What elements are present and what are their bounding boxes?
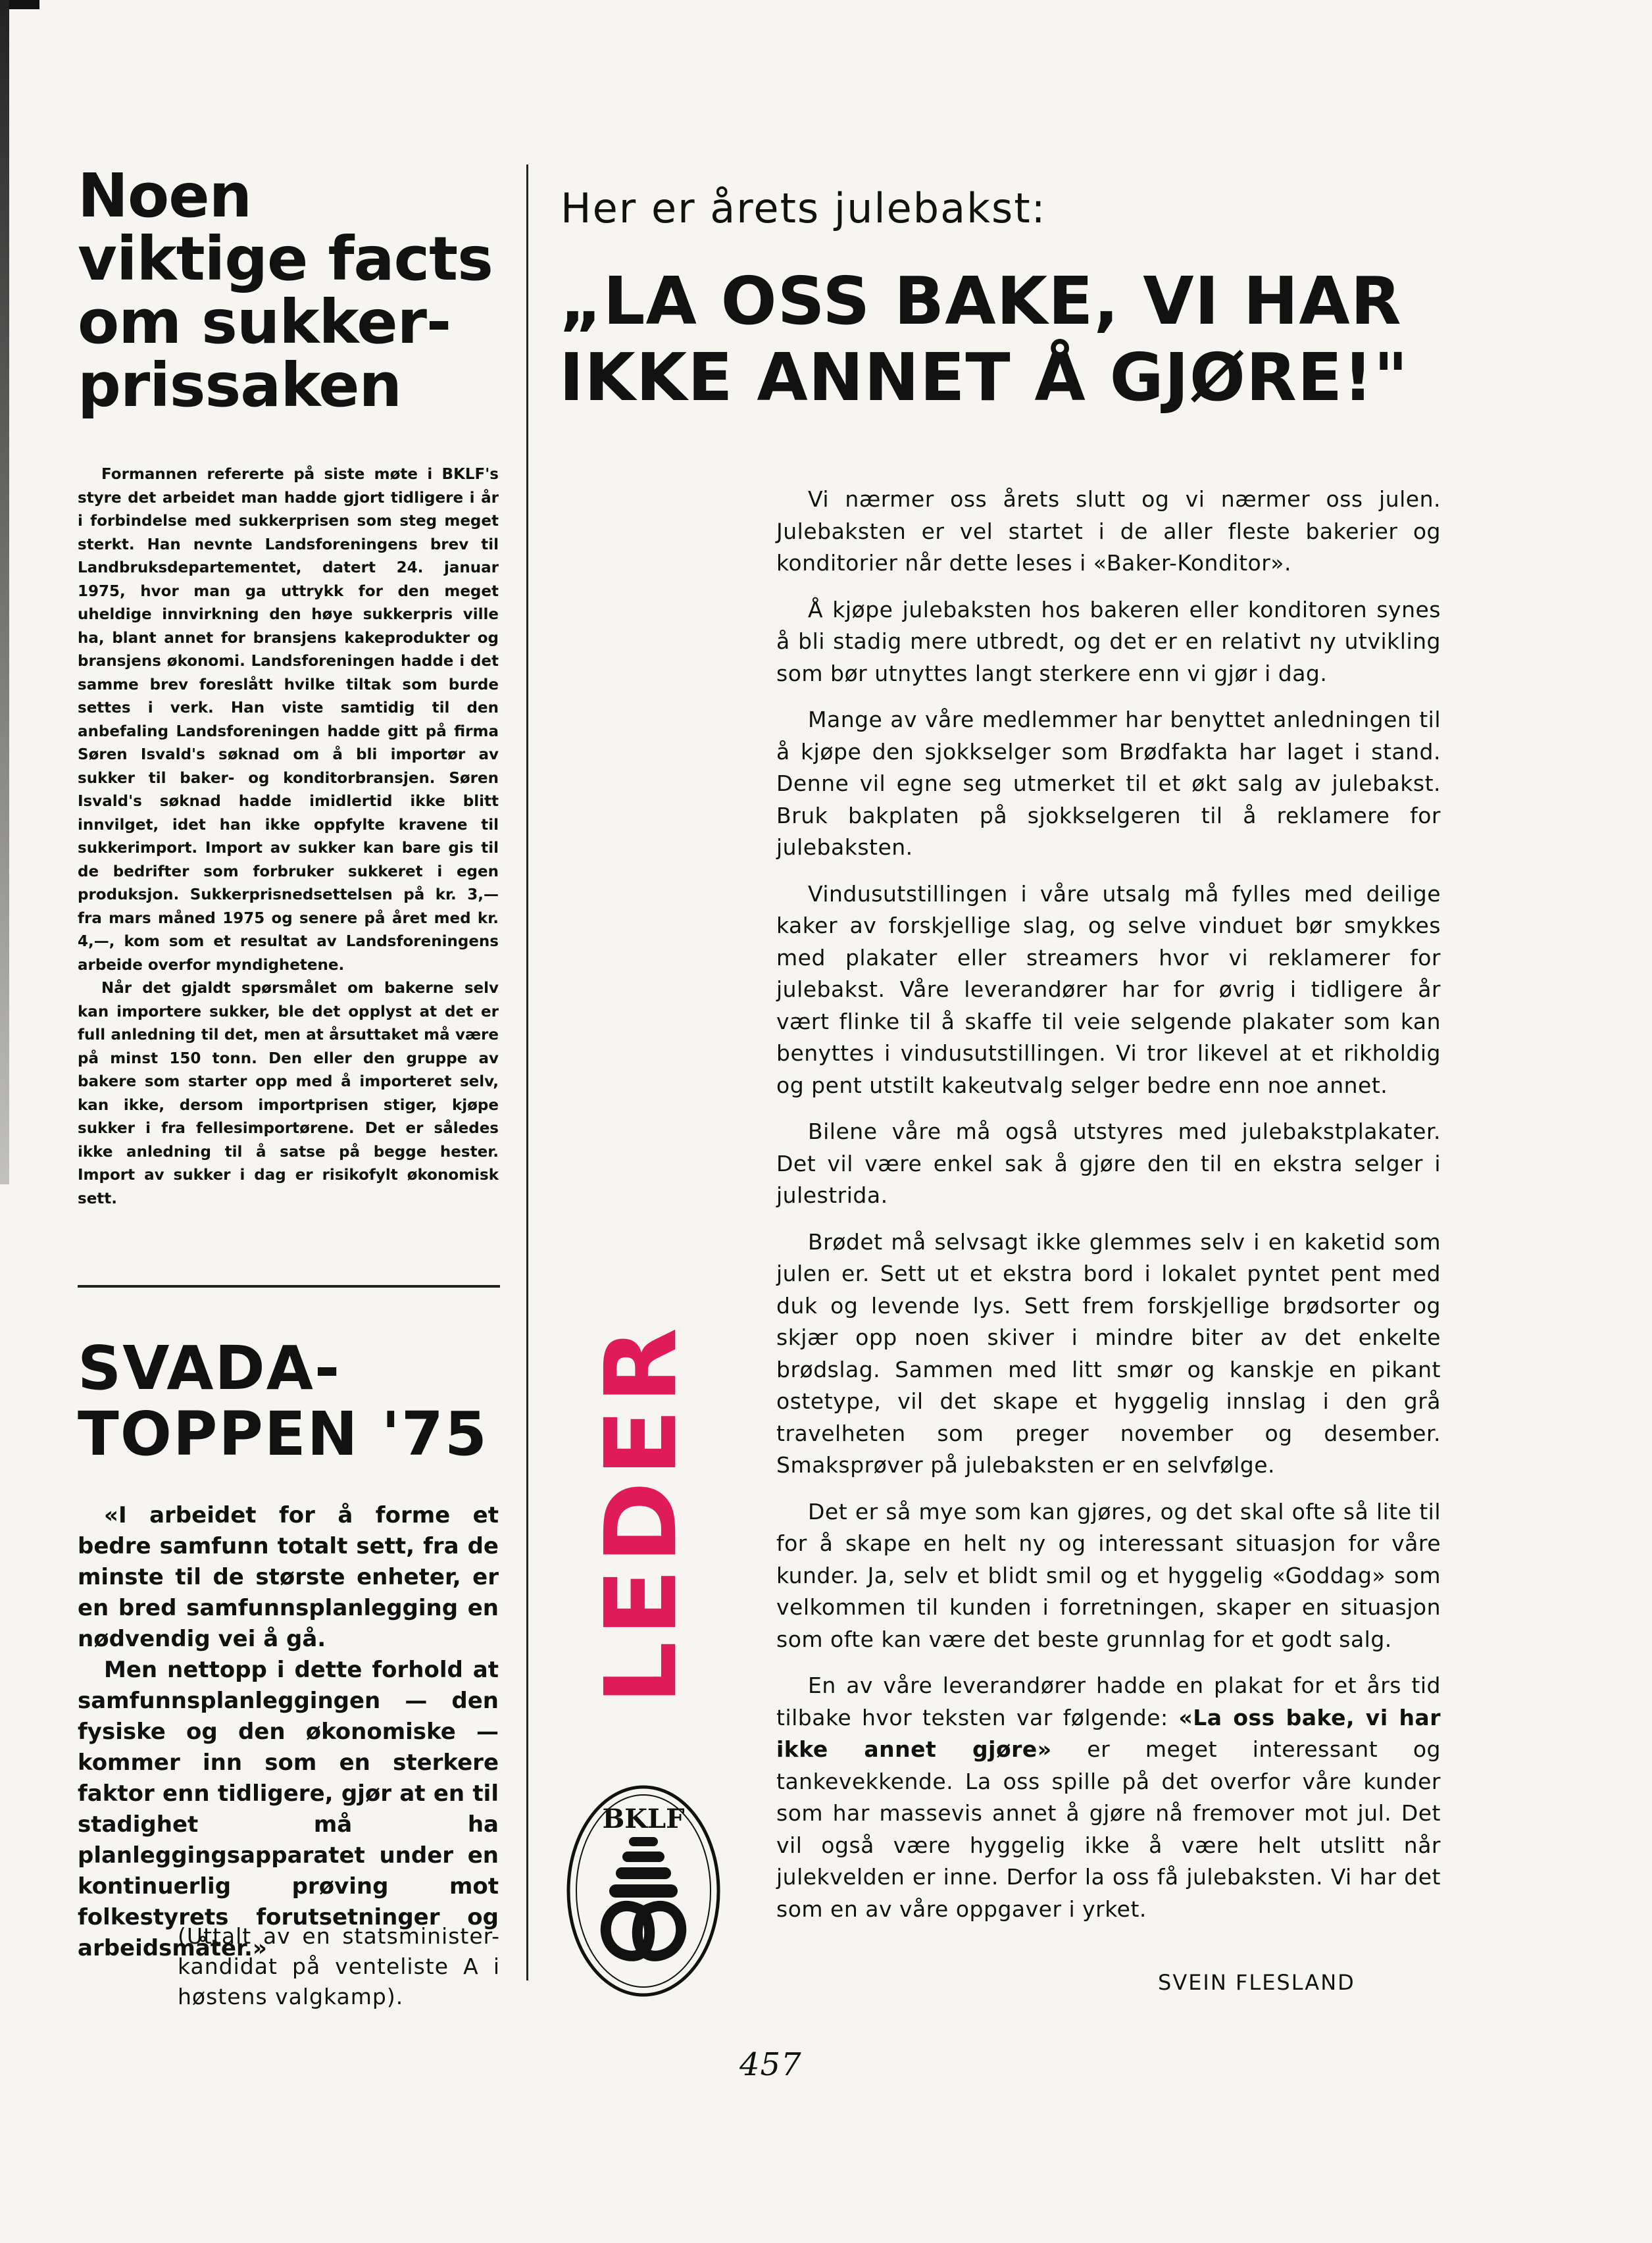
- section-divider: [78, 1285, 500, 1288]
- leder-text: er meget interessant og tankevekkende. La oss spille på det overfor våre kunder som har massevis annet å gjøre nå fremover mot jul. Det vil også være hyggelig ikke å være helt utslitt når julekvelden er inne. Derfor la oss få julebaksten. Vi har det som en av våre oppgaver i yrket.: [776, 1736, 1441, 1922]
- leder-quote-bold: «La oss bake, vi har ikke annet gjøre»: [776, 1704, 1441, 1762]
- bklf-pretzel-logo: [564, 1783, 722, 1999]
- leder-paragraph: Vindusutstillingen i våre utsalg må fylles med deilige kaker av forskjellige slag, og selve vinduet bør smykkes med plakater eller streamers hvor vi reklamerer for julebakst. Våre leverandører har for øvrig i tidligere år vært flinke til å skaffe til veie selgende plakater som kan benyttes i vindusutstillingen. Vi tror likevel at et rikholdig og pent utstilt kakeutvalg selger bedre enn noe annet.: [776, 880, 1441, 1098]
- leder-body: [776, 484, 1441, 1940]
- leder-text: En av våre leverandører hadde en plakat for et års tid tilbake hvor teksten var følgende:: [776, 1673, 1441, 1730]
- facts-paragraph: Formannen refererte på siste møte i BKLF's styre det arbeidet man hadde gjort tidligere i år i forbindelse med sukkerprisen som steg meget sterkt. Han nevnte Landsforeningens brev til Landbruksdepartementet, datert 24. januar 1975, hvor man ga uttrykk for den meget uheldige innvirkning den høye sukkerpris ville ha, blant annet for bransjens kakeprodukter og bransjens økonomi. Landsforeningen hadde i det samme brev foreslått hvilke tiltak som burde settes i verk. Han viste samtidig til den anbefaling Landsforeningen hadde gitt på firma Søren Isvald's søknad om å bli importør av sukker til baker- og konditorbransjen. Søren Isvald's søknad hadde imidlertid ikke blitt innvilget, idet han ikke oppfylte kravene til sukkerimport. Import av sukker kan bare gis til de bedrifter som forbruker sukkeret i egen produksjon. Sukkerprisnedsettelsen på kr. 3,— fra mars måned 1975 og senere på året med kr. 4,—, kom som et resultat av Landsforeningens arbeide overfor myndighetene.: [78, 466, 499, 974]
- column-divider: [526, 164, 528, 1980]
- facts-title: Noen viktige facts om sukker-prissaken: [78, 161, 493, 420]
- leder-headline: „LA OSS BAKE, VI HAR IKKE ANNET Å GJØRE!": [559, 263, 1409, 416]
- facts-article: [78, 161, 499, 1211]
- leder-paragraph: Bilene våre må også utstyres med julebakstplakater. Det vil være enkel sak å gjøre den til en ekstra selger i julestrida.: [776, 1119, 1441, 1208]
- leder-paragraph: Brødet må selvsagt ikke glemmes selv i en kaketid som julen er. Sett ut et ekstra bord i lokalet pyntet pent med duk og levende lys. Sett frem forskjellige brødsorter og skjær opp noen skiver i mindre biter av det enkelte brødslag. Sammen med litt smør og kanskje en pikant ostetype, vil det skape et hyggelig innslag i den grå travelheten som preger november og desember. Smaksprøver på julebaksten er en selvfølge.: [776, 1228, 1441, 1478]
- page-number: 457: [739, 2046, 802, 2083]
- svada-title: SVADA-TOPPEN '75: [78, 1333, 488, 1469]
- svada-quote-paragraph: «I arbeidet for å forme et bedre samfunn totalt sett, fra de minste til de største enheter, er en bred samfunnsplanlegging en nødvendig vei å gå.: [78, 1502, 499, 1652]
- leder-paragraph: Det er så mye som kan gjøres, og det skal ofte så lite til for å skape en helt ny og interessant situasjon for våre kunder. Ja, selv et blidt smil og et hyggelig «Goddag» som velkommen til kunden i forretningen, skaper en situasjon som ofte kan være det beste grunnlag for et godt salg.: [776, 1498, 1441, 1652]
- leder-kicker: Her er årets julebakst:: [561, 184, 1047, 232]
- leder-paragraph: Å kjøpe julebaksten hos bakeren eller konditoren synes å bli stadig mere utbredt, og det er en relativt ny utvikling som bør utnyttes langt sterkere enn vi gjør i dag.: [776, 596, 1441, 686]
- leder-paragraph-last: [776, 1670, 1441, 1925]
- leder-side-label: [584, 1283, 699, 1744]
- leder-paragraph: Vi nærmer oss årets slutt og vi nærmer oss julen. Julebaksten er vel startet i de aller fleste bakerier og konditorier når dette leses i «Baker-Konditor».: [776, 486, 1441, 576]
- leder-paragraph: Mange av våre medlemmer har benyttet anledningen til å kjøpe den sjokkselger som Brødfakta har laget i stand. Denne vil egne seg utmerket til et økt salg av julebakst. Bruk bakplaten på sjokkselgeren til å reklamere for julebaksten.: [776, 707, 1441, 860]
- svada-quote-paragraph: Men nettopp i dette forhold at samfunnsplanleggingen — den fysiske og den økonomiske — kommer inn som en sterkere faktor enn tidligere, gjør at en til stadighet må ha planleggingsapparatet under en kontinuerlig prøving mot folkestyrets forutsetninger og arbeidsmåter.»: [78, 1657, 499, 1961]
- facts-paragraph: Når det gjaldt spørsmålet om bakerne selv kan importere sukker, ble det opplyst at det er full anledning til det, men at årsuttaket må være på minst 150 tonn. Den eller den gruppe av bakere som starter opp med å importeret selv, kan ikke, dersom importprisen stiger, kjøpe sukker i fra fellesimportørene. Det er således ikke anledning til å satse på begge hester. Import av sukker i dag er risikofylt økonomisk sett.: [78, 980, 499, 1207]
- svada-quote: [78, 1500, 499, 1964]
- scan-edge-shadow: [0, 0, 9, 1184]
- facts-body: [78, 463, 499, 1211]
- logo-text: BKLF: [602, 1803, 685, 1834]
- leder-label-text: LEDER: [584, 1322, 699, 1705]
- svada-attribution: (Uttalt av en statsminister-kandidat på venteliste A i høstens valgkamp).: [178, 1923, 500, 2009]
- signature: SVEIN FLESLAND: [1158, 1970, 1355, 1995]
